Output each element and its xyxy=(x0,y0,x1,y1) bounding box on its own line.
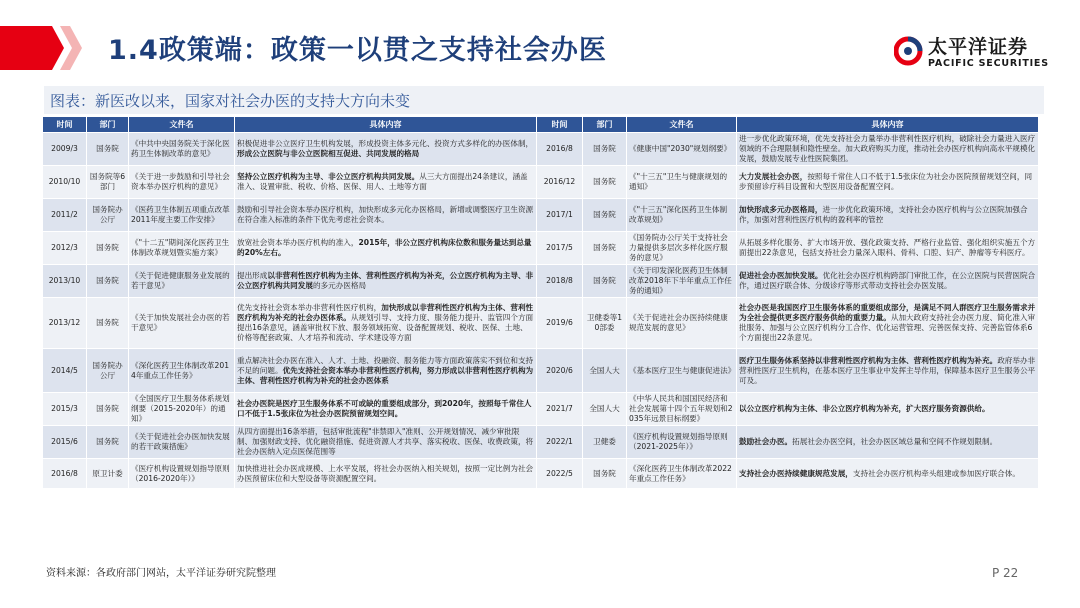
right-time-cell: 2018/8 xyxy=(537,265,583,298)
right-doc-cell: 《"十三五"深化医药卫生体制改革规划》 xyxy=(627,199,737,232)
right-content-bold: 社会办医是我国医疗卫生服务体系的重要组成部分，是满足不同人群医疗卫生服务需求并为全社会提供更多医疗服务供给的重要力量。 xyxy=(739,303,1036,322)
right-dept-cell: 国务院 xyxy=(583,459,627,489)
right-content-tail: 支持社会办医疗机构牵头组建或参加医疗联合体。 xyxy=(852,468,1020,478)
left-time-cell: 2014/5 xyxy=(43,349,87,393)
table-row xyxy=(43,459,1039,489)
right-time-cell: 2019/6 xyxy=(537,298,583,349)
left-dept-cell: 国务院办公厅 xyxy=(87,199,129,232)
source-note: 资料来源：各政府部门网站，太平洋证券研究院整理 xyxy=(46,568,276,579)
left-doc-cell: 《中共中央国务院关于深化医药卫生体制改革的意见》 xyxy=(129,133,235,166)
policy-table xyxy=(42,116,1039,489)
right-content-cell xyxy=(737,166,1039,199)
left-content-plain: 加快推进社会办医成规模、上水平发展，将社会办医纳入相关规划，按照一定比例为社会办医预留床位和大型设备等资源配置空间。 xyxy=(237,463,534,483)
left-time-cell: 2012/3 xyxy=(43,232,87,265)
left-content-bold: 社会办医院是医疗卫生服务体系不可或缺的重要组成部分，到2020年，按照每千常住人口不低于1.5张床位为社会办医院预留规划空间。 xyxy=(237,399,532,418)
header-dept-left: 部门 xyxy=(87,117,129,133)
right-content-plain: 进一步优化政策环境，优先支持社会力量举办非营利性医疗机构，破除社会力量进入医疗领域的不合理限制和隐性壁垒。加大政府购买力度，推动社会办医疗机构向高水平规模化发展，鼓励发展专业性医院集团。 xyxy=(739,134,1036,163)
right-content-bold: 医疗卫生服务体系坚持以非营利性医疗机构为主体、营利性医疗机构为补充。 xyxy=(739,355,998,365)
left-content-cell xyxy=(235,393,537,426)
left-content-cell xyxy=(235,265,537,298)
right-dept-cell: 国务院 xyxy=(583,265,627,298)
page-title: 1.4政策端：政策一以贯之支持社会办医 xyxy=(108,35,607,66)
right-doc-cell: 《关于促进社会办医持续健康规范发展的意见》 xyxy=(627,298,737,349)
right-time-cell: 2016/12 xyxy=(537,166,583,199)
right-doc-cell: 《深化医药卫生体制改革2022年重点工作任务》 xyxy=(627,459,737,489)
left-time-cell: 2015/3 xyxy=(43,393,87,426)
right-doc-cell: 《基本医疗卫生与健康促进法》 xyxy=(627,349,737,393)
left-doc-cell: 《全国医疗卫生服务体系规划纲要（2015-2020年）的通知》 xyxy=(129,393,235,426)
left-time-cell: 2016/8 xyxy=(43,459,87,489)
right-content-cell xyxy=(737,265,1039,298)
left-content-bold: 2015年，非公立医疗机构床位数和服务量达到总量的20%左右。 xyxy=(237,238,532,257)
logo-text-en: PACIFIC SECURITIES xyxy=(928,58,1049,69)
right-content-tail: 从加大政府支持社会办医力度、简化准入审批服务、加强与公立医疗机构分工合作、优化运营管理、完善医保支持、完善监管体系6个方面提出22条意见。 xyxy=(739,313,1036,342)
left-time-cell: 2009/3 xyxy=(43,133,87,166)
left-content-cell xyxy=(235,349,537,393)
right-content-bold: 以公立医疗机构为主体、非公立医疗机构为补充，扩大医疗服务资源供给。 xyxy=(739,404,990,413)
right-content-tail: 进一步优化政策环境，支持社会办医疗机构与公立医院加强合作，加强对营利性医疗机构的盈利率的管控 xyxy=(739,205,1028,224)
header-accent-chevrons xyxy=(0,26,84,70)
table-row xyxy=(43,166,1039,199)
left-dept-cell: 原卫计委 xyxy=(87,459,129,489)
table-row xyxy=(43,133,1039,166)
table-row xyxy=(43,265,1039,298)
right-doc-cell: 《国务院办公厅关于支持社会力量提供多层次多样化医疗服务的意见》 xyxy=(627,232,737,265)
left-doc-cell: 《关于加快发展社会办医的若干意见》 xyxy=(129,298,235,349)
left-dept-cell: 国务院 xyxy=(87,298,129,349)
right-content-cell xyxy=(737,298,1039,349)
right-dept-cell: 全国人大 xyxy=(583,349,627,393)
table-row xyxy=(43,298,1039,349)
left-content-plain: 积极促进非公立医疗卫生机构发展，形成投资主体多元化、投资方式多样化的办医体制， xyxy=(237,139,534,148)
left-content-bold: 优先支持社会资本举办非营利性医疗机构，努力形成以非营利性医疗机构为主体、营利性医疗机构为补充的社会办医体系 xyxy=(237,365,534,385)
left-dept-cell: 国务院 xyxy=(87,426,129,459)
left-dept-cell: 国务院 xyxy=(87,393,129,426)
table-header-row xyxy=(43,117,1039,133)
left-time-cell: 2015/6 xyxy=(43,426,87,459)
header-time-right: 时间 xyxy=(537,117,583,133)
right-content-bold: 支持社会办医持续健康规范发展， xyxy=(739,468,853,478)
company-logo xyxy=(894,30,1064,76)
left-content-cell xyxy=(235,298,537,349)
right-time-cell: 2017/5 xyxy=(537,232,583,265)
left-content-cell xyxy=(235,133,537,166)
figure-caption-bar xyxy=(44,86,1044,114)
right-time-cell: 2021/7 xyxy=(537,393,583,426)
right-content-bold: 加快形成多元办医格局， xyxy=(739,205,823,214)
right-content-cell xyxy=(737,426,1039,459)
right-content-cell xyxy=(737,232,1039,265)
table-row xyxy=(43,426,1039,459)
right-content-cell xyxy=(737,133,1039,166)
right-doc-cell: 《中华人民共和国国民经济和社会发展第十四个五年规划和2035年远景目标纲要》 xyxy=(627,393,737,426)
left-content-plain: 鼓励和引导社会资本举办医疗机构，加快形成多元化办医格局，新增或调整医疗卫生资源在符合准入标准的条件下优先考虑社会资本。 xyxy=(237,205,534,224)
left-dept-cell: 国务院办公厅 xyxy=(87,349,129,393)
right-dept-cell: 卫健委等10部委 xyxy=(583,298,627,349)
right-content-tail: 政府举办非营利性医疗卫生机构，在基本医疗卫生事业中发挥主导作用，保障基本医疗卫生服务公平可及。 xyxy=(739,355,1036,385)
header-time-left: 时间 xyxy=(43,117,87,133)
left-content-cell xyxy=(235,426,537,459)
left-content-bold: 以非营利性医疗机构为主体、营利性医疗机构为补充，公立医疗机构为主导、非公立医疗机构共同发展 xyxy=(237,271,534,290)
left-dept-cell: 国务院 xyxy=(87,232,129,265)
right-dept-cell: 国务院 xyxy=(583,232,627,265)
left-content-plain: 优先支持社会资本举办非营利性医疗机构， xyxy=(237,303,382,312)
right-content-bold: 鼓励社会办医。 xyxy=(739,437,793,446)
right-content-cell xyxy=(737,349,1039,393)
pacific-logo-icon xyxy=(894,32,924,68)
figure-caption: 图表：新医改以来，国家对社会办医的支持大方向未变 xyxy=(50,92,411,110)
left-dept-cell: 国务院 xyxy=(87,265,129,298)
right-time-cell: 2017/1 xyxy=(537,199,583,232)
header-content-right: 具体内容 xyxy=(737,117,1039,133)
left-content-cell xyxy=(235,166,537,199)
left-content-tail: 的多元办医格局 xyxy=(312,281,367,290)
left-content-plain: 放宽社会资本举办医疗机构的准入， xyxy=(237,238,359,247)
logo-text-cn: 太平洋证券 xyxy=(928,36,1029,58)
right-doc-cell: 《关于印发深化医药卫生体制改革2018年下半年重点工作任务的通知》 xyxy=(627,265,737,298)
right-time-cell: 2016/8 xyxy=(537,133,583,166)
right-content-tail: 优化社会办医疗机构跨部门审批工作，在公立医院与民营医院合作，通过医疗联合体、分级诊疗等形式带动支持社会办医发展。 xyxy=(739,271,1036,290)
left-doc-cell: 《关于进一步鼓励和引导社会资本举办医疗机构的意见》 xyxy=(129,166,235,199)
header-doc-right: 文件名 xyxy=(627,117,737,133)
left-content-cell xyxy=(235,232,537,265)
table-row xyxy=(43,393,1039,426)
left-doc-cell: 《医药卫生体制五项重点改革2011年度主要工作安排》 xyxy=(129,199,235,232)
left-doc-cell: 《深化医药卫生体制改革2014年重点工作任务》 xyxy=(129,349,235,393)
right-dept-cell: 国务院 xyxy=(583,133,627,166)
table-row xyxy=(43,232,1039,265)
left-content-plain: 从四方面提出16条举措，包括审批流程"非禁即入"准则、公开规划情况、减少审批限制、加强财政支持、优化融资措施、促进资源人才共享、落实税收、医保、收费政策，将社会办医纳入定点医保范围等 xyxy=(237,427,534,456)
table-row xyxy=(43,349,1039,393)
left-content-plain: 重点解决社会办医在准入、人才、土地、投融资、服务能力等方面政策落实不到位和支持不足的问题。 xyxy=(237,355,534,375)
left-dept-cell: 国务院 xyxy=(87,133,129,166)
left-doc-cell: 《关于促进社会办医加快发展的若干政策措施》 xyxy=(129,426,235,459)
right-doc-cell: 《"十三五"卫生与健康规划的通知》 xyxy=(627,166,737,199)
right-content-tail: 拓展社会办医空间，社会办医区域总量和空间不作规划限制。 xyxy=(792,437,998,446)
left-doc-cell: 《关于促进健康服务业发展的若干意见》 xyxy=(129,265,235,298)
right-doc-cell: 《健康中国"2030"规划纲要》 xyxy=(627,133,737,166)
left-content-tail: 从三大方面提出24条建议，涵盖准入、设置审批、税收、价格、医保、用人、土地等方面 xyxy=(237,172,528,191)
left-time-cell: 2013/10 xyxy=(43,265,87,298)
left-doc-cell: 《医疗机构设置规划指导原则（2016-2020年）》 xyxy=(129,459,235,489)
right-dept-cell: 卫健委 xyxy=(583,426,627,459)
right-doc-cell: 《医疗机构设置规划指导原则（2021-2025年）》 xyxy=(627,426,737,459)
right-time-cell: 2020/6 xyxy=(537,349,583,393)
left-time-cell: 2013/12 xyxy=(43,298,87,349)
left-content-plain: 提出形成 xyxy=(237,271,268,280)
table-row xyxy=(43,199,1039,232)
right-content-tail: 按照每千常住人口不低于1.5张床位为社会办医院预留规划空间，同步预留诊疗科目设置和大型医用设备配置空间。 xyxy=(739,172,1033,191)
right-content-plain: 从拓展多样化服务、扩大市场开放、强化政策支持、严格行业监管、强化组织实施五个方面提出22条意见，包括支持社会力量深入眼科、骨科、口腔、妇产、肿瘤等专科医疗。 xyxy=(739,238,1036,257)
right-content-cell xyxy=(737,199,1039,232)
left-content-bold: 坚持公立医疗机构为主导、非公立医疗机构共同发展。 xyxy=(237,172,420,181)
right-dept-cell: 国务院 xyxy=(583,166,627,199)
right-content-bold: 大力发展社会办医， xyxy=(739,172,808,181)
left-doc-cell: 《"十二五"期间深化医药卫生体制改革规划暨实施方案》 xyxy=(129,232,235,265)
left-content-cell xyxy=(235,199,537,232)
left-content-bold: 加快形成以非营利性医疗机构为主体、营利性医疗机构为补充的社会办医体系。 xyxy=(237,303,534,322)
left-time-cell: 2011/2 xyxy=(43,199,87,232)
header-content-left: 具体内容 xyxy=(235,117,537,133)
right-time-cell: 2022/1 xyxy=(537,426,583,459)
right-dept-cell: 国务院 xyxy=(583,199,627,232)
left-time-cell: 2010/10 xyxy=(43,166,87,199)
left-content-bold: 形成公立医院与非公立医院相互促进、共同发展的格局 xyxy=(237,149,420,158)
left-dept-cell: 国务院等6部门 xyxy=(87,166,129,199)
header-doc-left: 文件名 xyxy=(129,117,235,133)
right-dept-cell: 全国人大 xyxy=(583,393,627,426)
right-time-cell: 2022/5 xyxy=(537,459,583,489)
right-content-cell xyxy=(737,459,1039,489)
page-number: P 22 xyxy=(992,566,1019,580)
header-dept-right: 部门 xyxy=(583,117,627,133)
left-content-cell xyxy=(235,459,537,489)
left-content-tail: 从规划引导、支持力度、服务能力提升、监管四个方面提出16条意见，涵盖审批权下放、服务领域拓宽、设备配置规划、税收、医保、土地、价格等配套政策、人才培养和流动、学术建设等方面 xyxy=(237,313,534,342)
right-content-bold: 促进社会办医加快发展。 xyxy=(739,271,823,280)
right-content-cell xyxy=(737,393,1039,426)
